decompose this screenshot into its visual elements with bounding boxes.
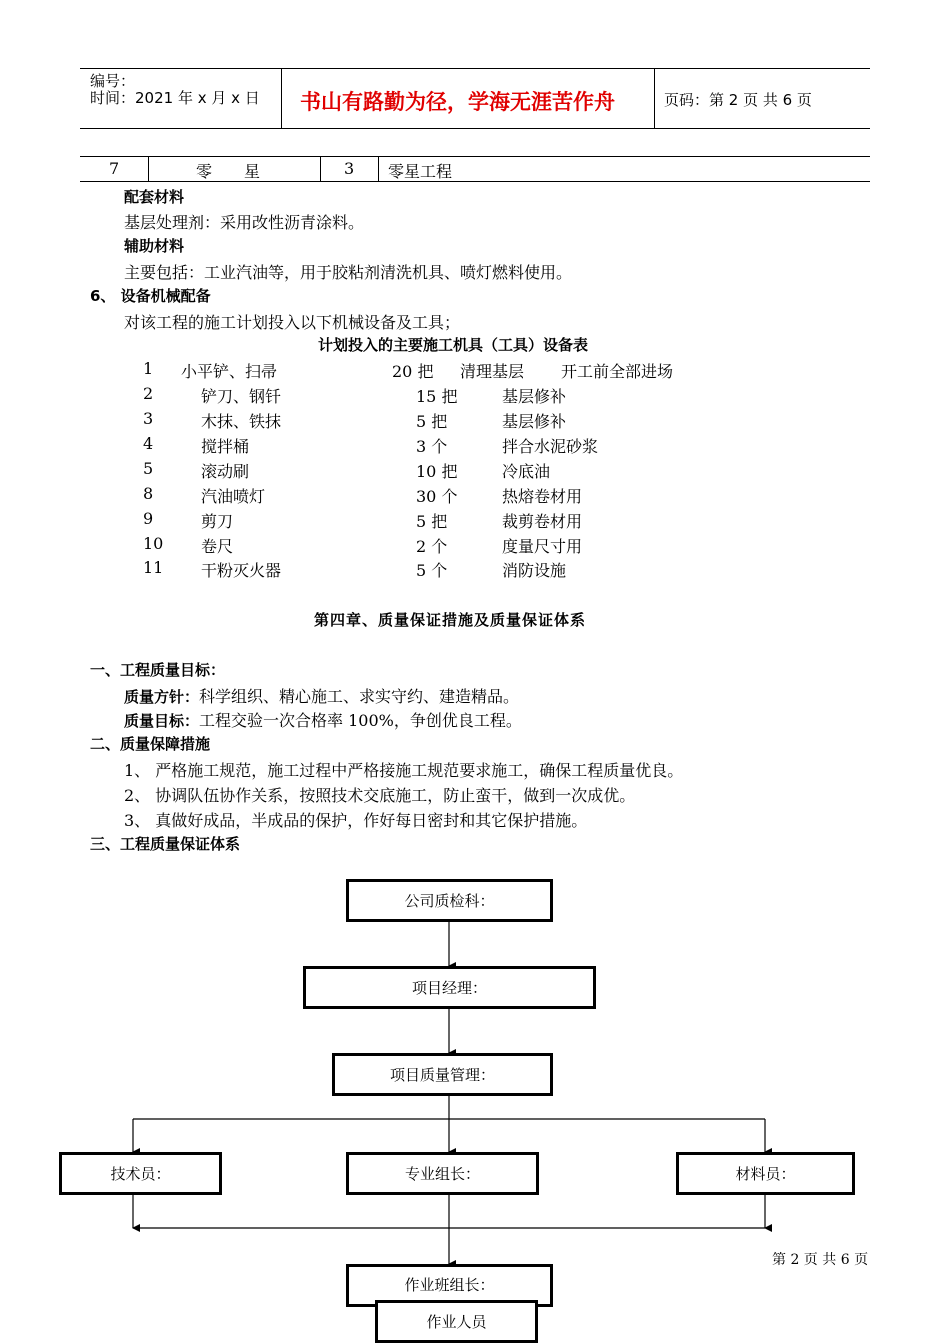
equipment-row-no: 4	[143, 434, 154, 453]
equipment-row-use: 裁剪卷材用	[502, 512, 583, 531]
equipment-row-qty: 3 个	[416, 437, 448, 456]
table-cell: 零 星	[196, 162, 261, 181]
flow-box-material-clerk	[676, 1152, 855, 1195]
equipment-row-no: 2	[143, 384, 154, 403]
flow-box-company-qc	[346, 879, 553, 922]
equipment-row-use: 拌合水泥砂浆	[502, 437, 599, 456]
flow-box-label: 作业人员	[426, 1313, 487, 1331]
flow-box-label: 作业班组长：	[404, 1276, 495, 1294]
equipment-row-qty: 10 把	[416, 462, 458, 481]
measure-item: 3、 真做好成品，半成品的保护，作好每日密封和其它保护措施。	[124, 811, 588, 830]
document-time: 时间：2021 年 x 月 x 日	[90, 89, 260, 107]
flow-box-label: 公司质检科：	[404, 892, 495, 910]
equipment-row-use: 消防设施	[502, 561, 567, 580]
equipment-row-note: 开工前全部进场	[561, 362, 674, 381]
equipment-row-name: 小平铲、扫帚	[181, 362, 278, 381]
section-heading: 二、质量保障措施	[90, 735, 211, 753]
equipment-row-name: 干粉灭火器	[201, 561, 282, 580]
equipment-row-no: 3	[143, 409, 154, 428]
equipment-row-use: 清理基层	[460, 362, 525, 381]
aux-materials-heading: 辅助材料	[124, 237, 185, 255]
flow-box-label: 材料员：	[735, 1165, 796, 1183]
equipment-row-name: 木抹、铁抹	[201, 412, 282, 431]
equipment-row-qty: 5 把	[416, 512, 448, 531]
quality-policy-label: 质量方针：	[124, 688, 200, 706]
section-heading: 三、工程质量保证体系	[90, 835, 241, 853]
flow-box-technician	[59, 1152, 222, 1195]
flow-box-team-leader	[346, 1152, 539, 1195]
support-materials-text: 基层处理剂：采用改性沥青涂料。	[124, 213, 365, 232]
equipment-row-qty: 20 把	[392, 362, 434, 381]
equipment-row-use: 冷底油	[502, 462, 551, 481]
equipment-row-use: 度量尺寸用	[502, 537, 583, 556]
aux-materials-text: 主要包括：工业汽油等，用于胶粘剂清洗机具、喷灯燃料使用。	[124, 263, 573, 282]
page-footer: 第 2 页 共 6 页	[772, 1252, 869, 1268]
table-cell: 7	[109, 159, 120, 178]
equipment-row-no: 11	[143, 558, 164, 577]
flow-box-label: 技术员：	[110, 1165, 171, 1183]
equipment-row-name: 滚动刷	[201, 462, 250, 481]
equipment-heading: 6、 设备机械配备	[90, 287, 211, 305]
quality-goal-label: 质量目标：	[124, 712, 200, 730]
equipment-row-no: 1	[143, 359, 154, 378]
header-motto: 书山有路勤为径，学海无涯苦作舟	[300, 90, 615, 114]
quality-goal-text: 工程交验一次合格率 100%，争创优良工程。	[199, 711, 522, 730]
equipment-row-name: 剪刀	[201, 512, 234, 531]
equipment-table-title: 计划投入的主要施工机具（工具）设备表	[318, 336, 589, 354]
equipment-row-name: 卷尺	[201, 537, 234, 556]
flow-box-label: 项目质量管理：	[389, 1066, 495, 1084]
equipment-row-no: 9	[143, 509, 154, 528]
equipment-row-use: 基层修补	[502, 387, 567, 406]
equipment-row-no: 8	[143, 484, 154, 503]
support-materials-heading: 配套材料	[124, 188, 185, 206]
equipment-row-name: 铲刀、钢钎	[201, 387, 282, 406]
section-heading: 一、工程质量目标：	[90, 661, 226, 679]
table-cell: 3	[344, 159, 355, 178]
flow-box-project-manager	[303, 966, 596, 1009]
equipment-row-use: 热熔卷材用	[502, 487, 583, 506]
equipment-row-use: 基层修补	[502, 412, 567, 431]
measure-item: 2、 协调队伍协作关系，按照技术交底施工，防止蛮干，做到一次成优。	[124, 786, 636, 805]
document-number-label: 编号：	[90, 72, 136, 90]
flow-box-label: 专业组长：	[404, 1165, 480, 1183]
equipment-row-name: 汽油喷灯	[201, 487, 266, 506]
chapter-title: 第四章、质量保证措施及质量保证体系	[314, 611, 587, 629]
flow-box-quality-management	[332, 1053, 553, 1096]
equipment-row-name: 搅拌桶	[201, 437, 250, 456]
flow-box-label: 项目经理：	[411, 979, 487, 997]
table-cell: 零星工程	[388, 162, 453, 181]
equipment-row-qty: 5 把	[416, 412, 448, 431]
measure-item: 1、 严格施工规范，施工过程中严格接施工规范要求施工，确保工程质量优良。	[124, 761, 684, 780]
header-page-info: 页码：第 2 页 共 6 页	[664, 91, 812, 109]
equipment-intro: 对该工程的施工计划投入以下机械设备及工具；	[124, 313, 461, 332]
flow-box-workers	[375, 1300, 538, 1343]
equipment-row-no: 10	[143, 534, 164, 553]
equipment-row-no: 5	[143, 459, 154, 478]
quality-policy-text: 科学组织、精心施工、求实守约、建造精品。	[199, 687, 520, 706]
equipment-row-qty: 30 个	[416, 487, 458, 506]
equipment-row-qty: 2 个	[416, 537, 448, 556]
equipment-row-qty: 5 个	[416, 561, 448, 580]
equipment-row-qty: 15 把	[416, 387, 458, 406]
